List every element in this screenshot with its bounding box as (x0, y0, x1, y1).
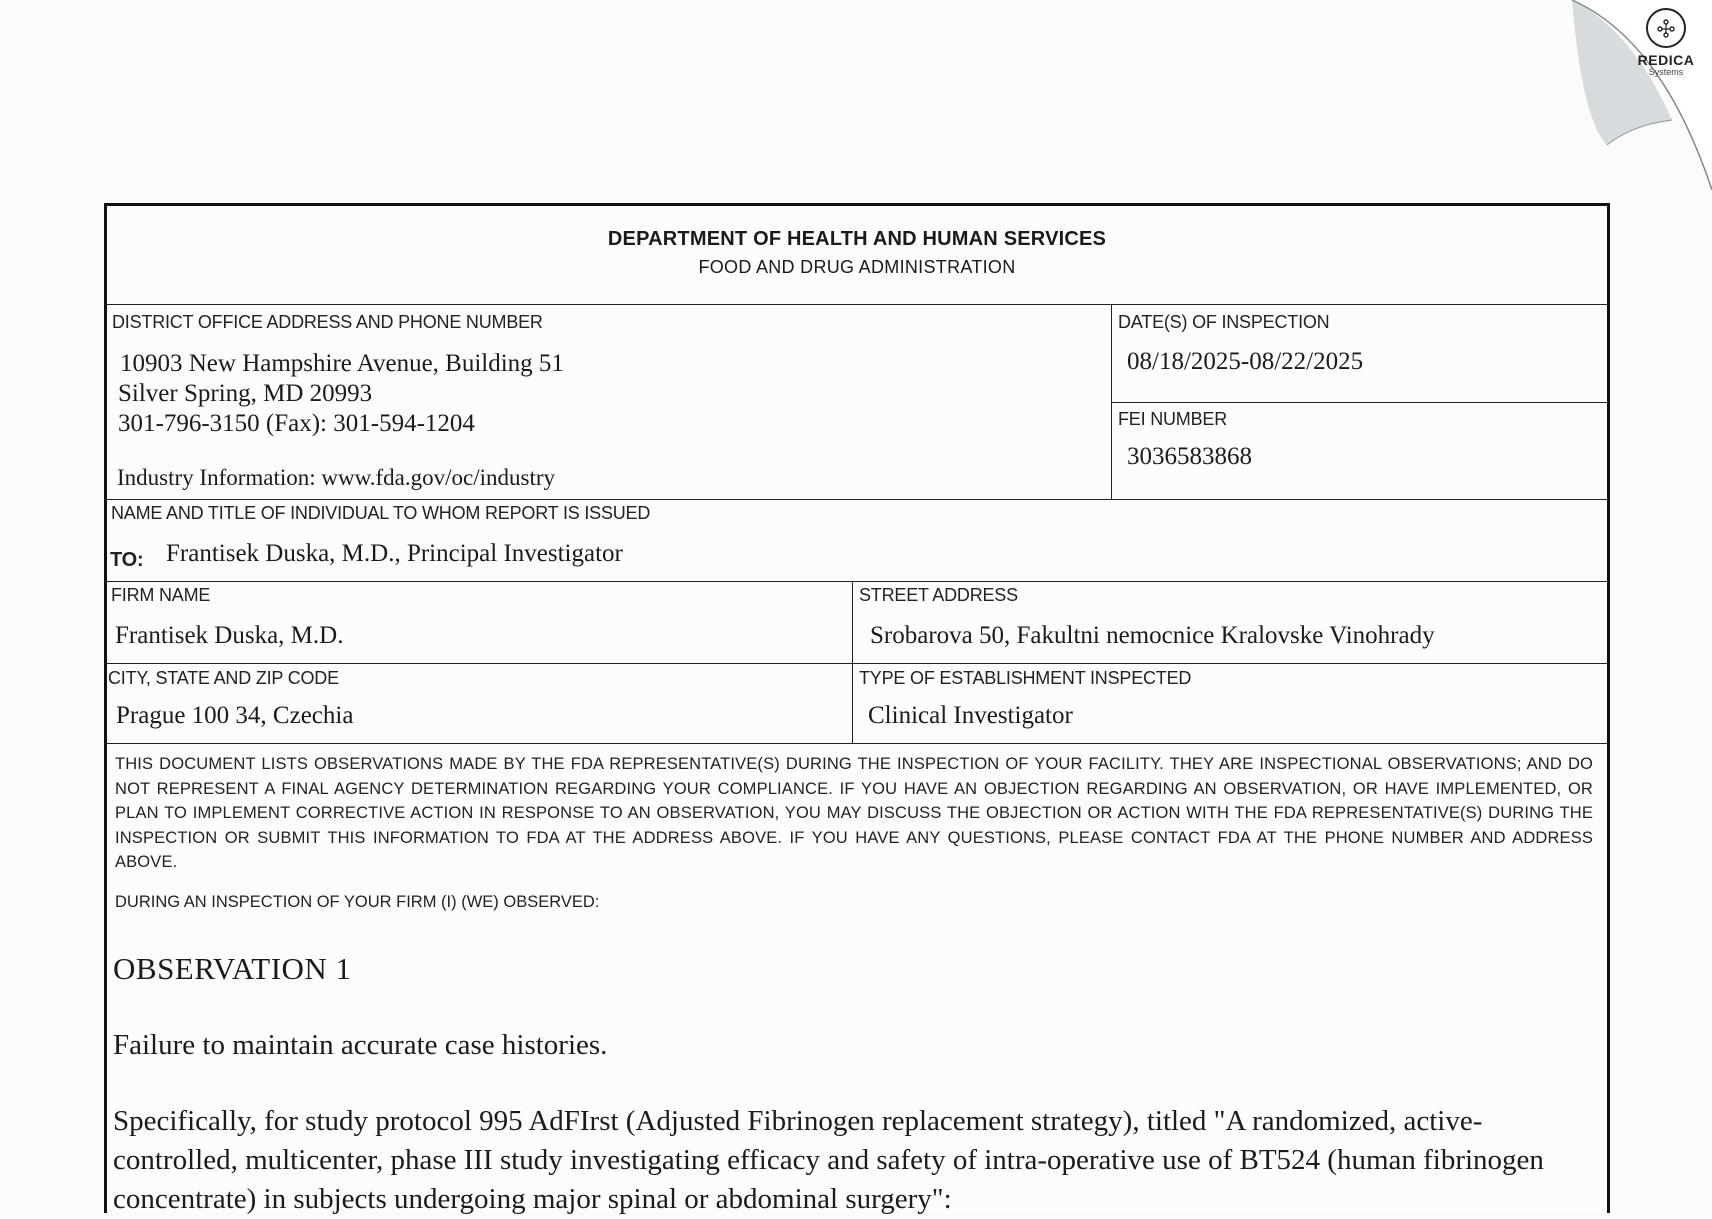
street-label: STREET ADDRESS (859, 585, 1018, 605)
recipient-name: Frantisek Duska, M.D., Principal Investigator (166, 540, 623, 567)
city-row (107, 664, 1607, 744)
firm-name: Frantisek Duska, M.D. (115, 622, 344, 649)
city-label: CITY, STATE AND ZIP CODE (108, 668, 339, 688)
street-cell (852, 582, 1607, 663)
industry-info: Industry Information: www.fda.gov/oc/industry (117, 465, 555, 490)
district-line-1: 10903 New Hampshire Avenue, Building 51 (120, 350, 564, 377)
fei-number: 3036583868 (1127, 443, 1252, 470)
network-icon (1646, 8, 1686, 48)
type-label: TYPE OF ESTABLISHMENT INSPECTED (859, 668, 1192, 688)
redica-logo (1626, 8, 1706, 77)
to-label: TO: (110, 549, 144, 571)
district-phone: 301-796-3150 (Fax): 301-594-1204 (118, 410, 475, 437)
street-address: Srobarova 50, Fakultni nemocnice Kralovske Vinohrady (870, 622, 1435, 649)
observation-title: OBSERVATION 1 (113, 951, 352, 986)
city: Prague 100 34, Czechia (116, 702, 354, 729)
dates-box (1112, 305, 1607, 403)
logo-name: REDICA (1637, 52, 1695, 68)
district-line-2: Silver Spring, MD 20993 (118, 380, 373, 407)
district-label: DISTRICT OFFICE ADDRESS AND PHONE NUMBER (112, 312, 543, 332)
recipient-label: NAME AND TITLE OF INDIVIDUAL TO WHOM REPORT IS ISSUED (111, 503, 651, 523)
form-header (107, 206, 1607, 305)
fda-483-form (104, 203, 1610, 1213)
type-cell (852, 664, 1607, 743)
firm-label: FIRM NAME (111, 585, 211, 605)
district-cell (107, 305, 1111, 499)
notice-text: THIS DOCUMENT LISTS OBSERVATIONS MADE BY THE FDA REPRESENTATIVE(S) DURING THE INSPECTION OF YOUR FACILITY. THEY ARE INSPECTIONAL OBSERVATIONS; AND DO NOT REPRESENT A FINAL AGENCY DETERMINATION REGARDING YOUR COMPLIANCE. IF YOU HAVE AN OBJECTION REGARDING AN OBSERVATION, OR HAVE IMPLEMENTED, OR PLAN TO IMPLEMENT CORRECTIVE ACTION IN RESPONSE TO AN OBSERVATION, YOU MAY DISCUSS THE OBJECTION OR ACTION WITH THE FDA REPRESENTATIVE(S) DURING THE INSPECTION OR SUBMIT THIS INFORMATION TO FDA AT THE ADDRESS ABOVE. IF YOU HAVE ANY QUESTIONS, PLEASE CONTACT FDA AT THE PHONE NUMBER AND ADDRESS ABOVE. (115, 755, 1593, 871)
fei-label: FEI NUMBER (1118, 409, 1228, 429)
inspection-cell (1111, 305, 1607, 499)
recipient-row (107, 500, 1607, 582)
dates-label: DATE(S) OF INSPECTION (1118, 312, 1330, 332)
firm-row (107, 582, 1607, 664)
firm-cell (107, 582, 852, 663)
city-cell (107, 664, 852, 743)
observation-summary: Failure to maintain accurate case histories. (113, 1029, 608, 1061)
department-title: DEPARTMENT OF HEALTH AND HUMAN SERVICES (607, 228, 1107, 250)
during-inspection-label: DURING AN INSPECTION OF YOUR FIRM (I) (WE) OBSERVED: (115, 893, 600, 911)
district-row (107, 305, 1607, 500)
logo-sub: Systems (1648, 67, 1684, 77)
agency-title: FOOD AND DRUG ADMINISTRATION (698, 257, 1016, 277)
observation-body: Specifically, for study protocol 995 AdFIrst (Adjusted Fibrinogen replacement strategy), titled "A randomized, active-controlled, multicenter, phase III study investigating efficacy and safety of intra-operative use of BT524 (human fibrinogen concentrate) in subjects undergoing major spinal or abdominal surgery": (113, 1105, 1544, 1215)
inspection-dates: 08/18/2025-08/22/2025 (1127, 348, 1364, 375)
establishment-type: Clinical Investigator (868, 702, 1073, 729)
